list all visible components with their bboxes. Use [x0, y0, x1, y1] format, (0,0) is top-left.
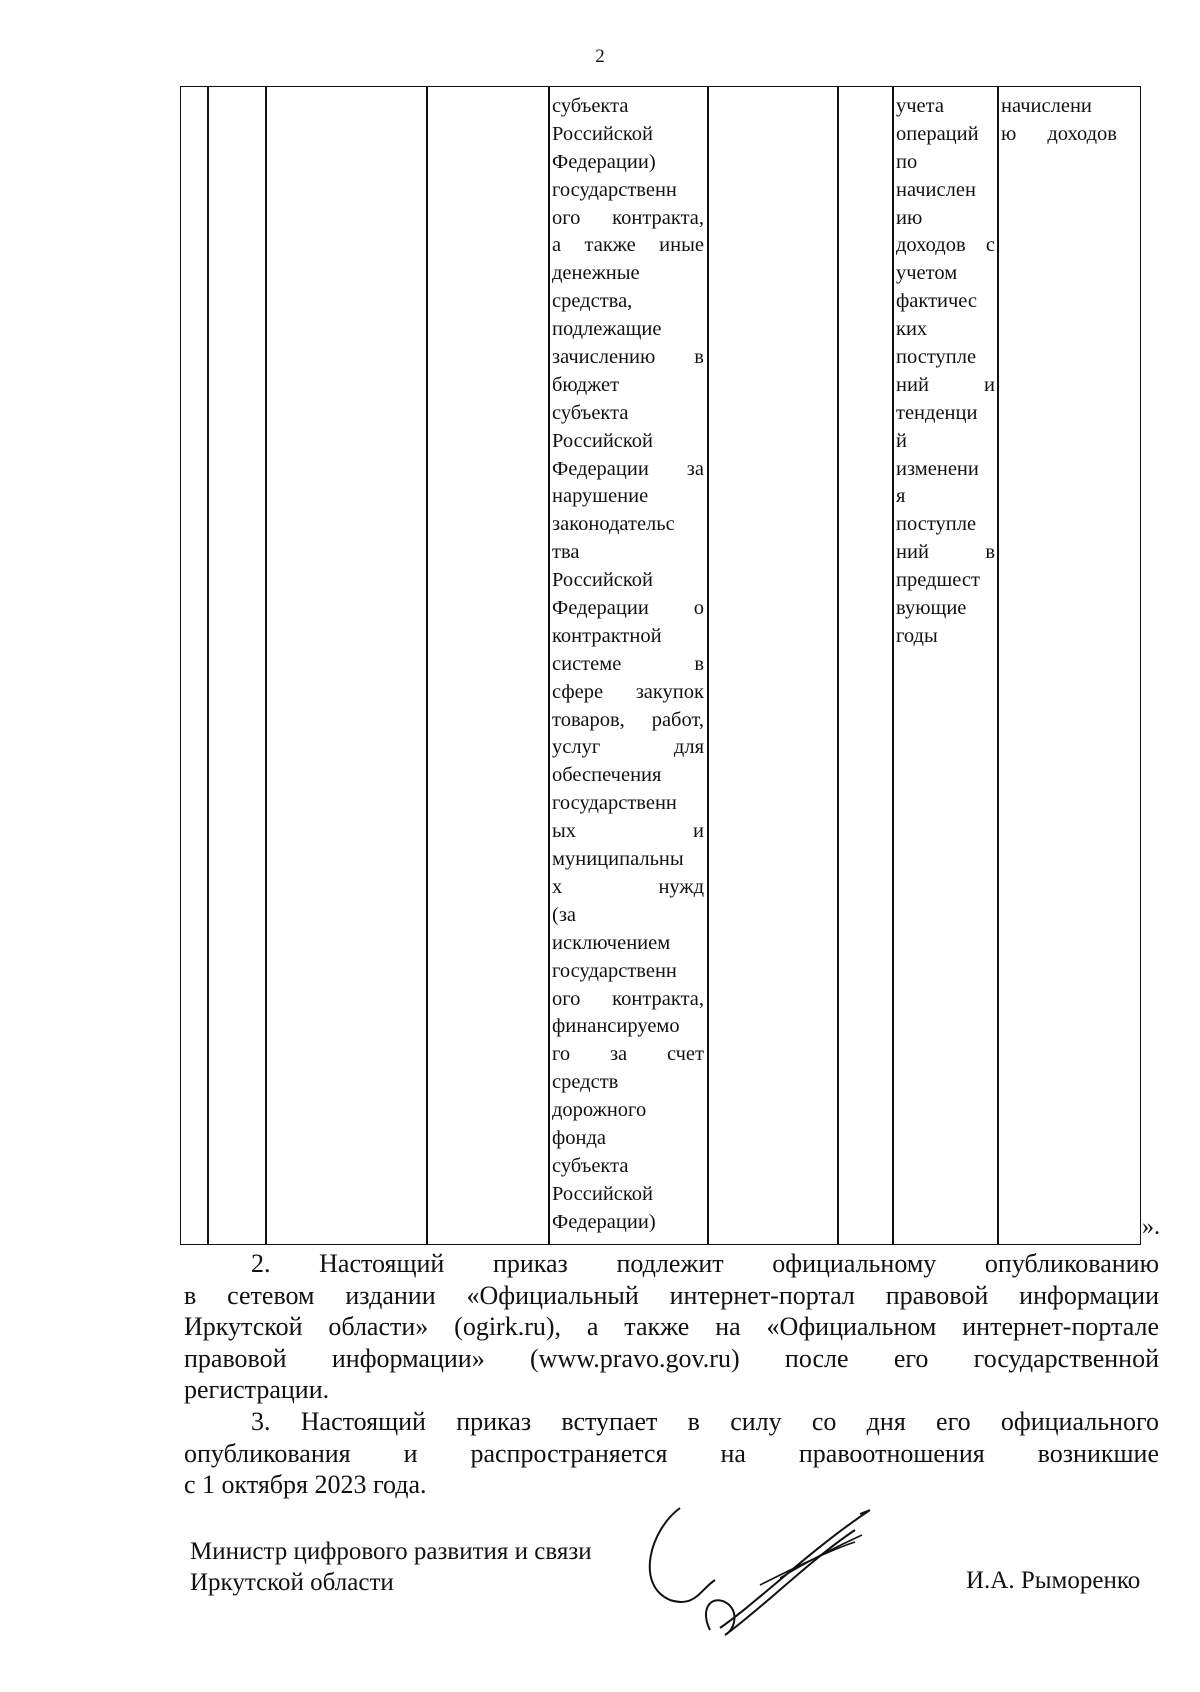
text-line: Федерации за: [552, 457, 704, 480]
text-line: ний и: [896, 373, 995, 396]
text-line: опубликования и распространяется на правоотношения возникшие: [184, 1438, 1159, 1468]
text-line: исключением: [552, 931, 671, 954]
text-line: с 1 октября 2023 года.: [184, 1470, 427, 1499]
text-line: ких: [896, 318, 928, 341]
text-line: учета: [896, 95, 944, 117]
text-line: ию: [896, 206, 923, 229]
text-line: ю доходов: [1001, 122, 1117, 145]
text-line: регистрации.: [184, 1375, 330, 1404]
signatory-title-line: Иркутской области: [190, 1569, 394, 1596]
table-divider: [707, 87, 709, 1244]
closing-quote: ».: [1142, 1214, 1160, 1240]
text-line: 2. Настоящий приказ подлежит официальному опубликованию: [251, 1249, 1159, 1278]
text-line: годы: [896, 624, 938, 647]
text-line: Федерации о: [552, 597, 704, 620]
text-line: операций: [896, 122, 979, 145]
text-line: средства,: [552, 290, 633, 313]
text-line: государственн: [552, 178, 677, 201]
text-line: по: [896, 150, 918, 173]
text-line: изменени: [896, 457, 979, 480]
text-line: предшест: [896, 569, 980, 592]
text-line: обеспечения: [552, 764, 662, 787]
text-line: тенденци: [896, 401, 978, 424]
text-line: субъекта: [552, 95, 629, 117]
signatory-title-line: Министр цифрового развития и связи: [190, 1538, 592, 1565]
text-line: ых и: [552, 820, 704, 843]
table-divider: [426, 87, 428, 1244]
text-line: фактичес: [896, 290, 978, 313]
text-line: дорожного: [552, 1099, 647, 1122]
text-line: услуг для: [552, 736, 704, 759]
text-line: финансируемо: [552, 1015, 680, 1038]
paragraph-2: [184, 1248, 1159, 1406]
text-line: начислени: [1001, 95, 1092, 117]
table-divider: [265, 87, 267, 1244]
text-line: ний в: [896, 541, 995, 564]
text-line: я: [896, 485, 906, 508]
text-line: го за счет: [552, 1043, 704, 1066]
text-line: й: [896, 429, 907, 452]
text-line: нарушение: [552, 485, 649, 508]
text-line: государственн: [552, 959, 677, 982]
text-line: государственн: [552, 792, 677, 815]
table-divider: [892, 87, 894, 1244]
text-line: Российской: [552, 122, 654, 145]
text-line: ого контракта,: [552, 987, 704, 1010]
text-line: правовой информации» (www.pravo.gov.ru) после его государственной: [184, 1343, 1159, 1373]
text-line: субъекта: [552, 1154, 629, 1177]
text-line: Иркутской области» (ogirk.ru), а также на «Официальном интернет-портале: [184, 1312, 1159, 1341]
text-line: фонда: [552, 1126, 607, 1149]
text-line: (за: [552, 903, 577, 926]
text-line: подлежащие: [552, 318, 662, 341]
text-line: тва: [552, 541, 580, 564]
text-line: учетом: [896, 262, 958, 285]
text-line: законодательс: [552, 513, 675, 536]
table-cell-description: [552, 93, 704, 1237]
text-line: денежные: [552, 262, 640, 285]
text-line: Федерации): [552, 1210, 656, 1233]
table-divider: [207, 87, 209, 1244]
text-line: субъекта: [552, 401, 629, 424]
table-divider: [548, 87, 550, 1244]
text-line: вующие: [896, 597, 967, 620]
table-cell-method: [896, 93, 995, 651]
text-line: зачислению в: [552, 346, 704, 369]
text-line: Российской: [552, 569, 654, 592]
text-line: средств: [552, 1071, 619, 1094]
paragraph-3: [184, 1406, 1159, 1501]
text-line: ого контракта,: [552, 206, 704, 229]
text-line: сфере закупок: [552, 680, 704, 703]
text-line: поступле: [896, 346, 977, 369]
text-line: х нужд: [552, 875, 704, 898]
text-line: начислен: [896, 178, 976, 201]
text-line: системе в: [552, 652, 704, 675]
text-line: доходов с: [896, 234, 995, 257]
text-line: контрактной: [552, 624, 662, 647]
text-line: Российской: [552, 429, 654, 452]
text-line: муниципальны: [552, 848, 684, 871]
signatory-name: И.А. Рыморенко: [966, 1567, 1141, 1594]
text-line: а также иные: [552, 234, 704, 257]
text-line: Российской: [552, 1182, 654, 1205]
signatory-title: [190, 1536, 592, 1598]
text-line: товаров, работ,: [552, 708, 704, 731]
table-divider: [997, 87, 999, 1244]
text-line: в сетевом издании «Официальный интернет-портал правовой информации: [184, 1280, 1159, 1310]
handwritten-signature: [640, 1490, 940, 1640]
text-line: 3. Настоящий приказ вступает в силу со дня его официального: [251, 1407, 1159, 1436]
text-line: бюджет: [552, 373, 620, 396]
text-line: Федерации): [552, 150, 656, 173]
continuation-table: [180, 86, 1141, 1245]
text-line: поступле: [896, 513, 977, 536]
table-cell-source: [1001, 93, 1117, 149]
table-divider: [837, 87, 839, 1244]
page-number: 2: [595, 46, 605, 67]
